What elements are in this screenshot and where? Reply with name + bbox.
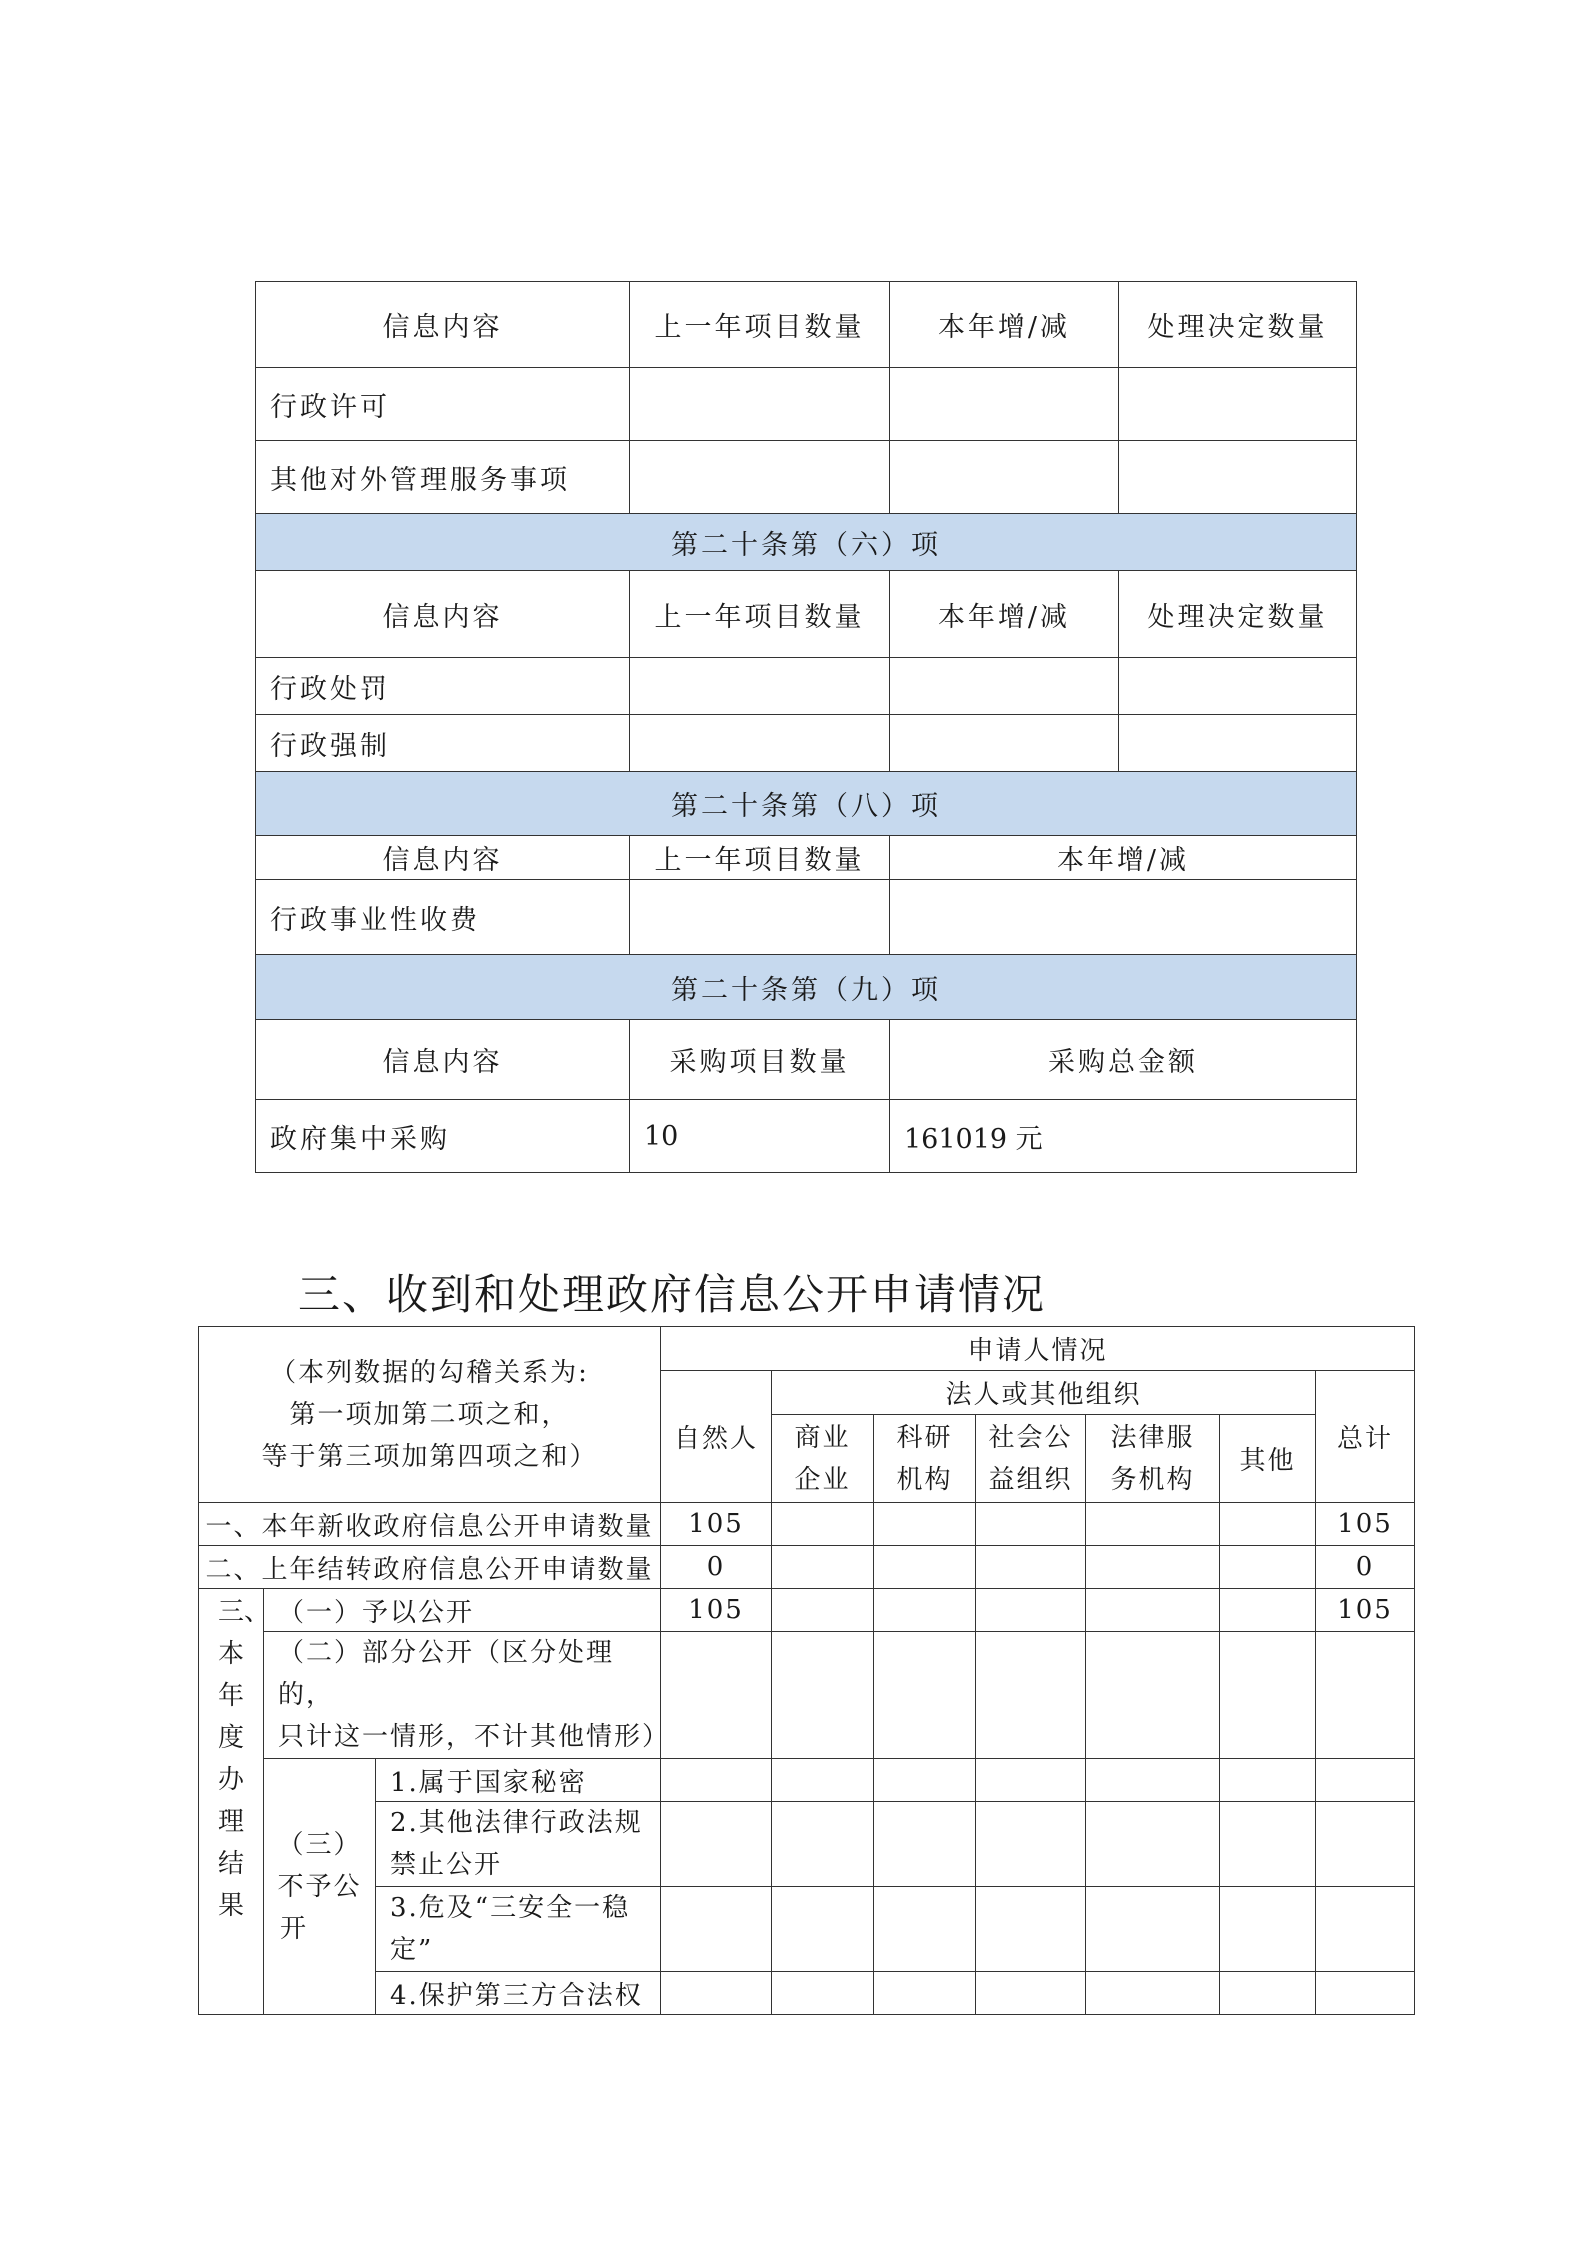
table-cell — [874, 1546, 976, 1589]
info-disclosure-table — [255, 281, 1357, 1173]
total-value: 105 — [1316, 1503, 1415, 1546]
table-row — [199, 1759, 1415, 1802]
item-label: 1.属于国家秘密 — [376, 1759, 661, 1802]
note-line: （本列数据的勾稽关系为: — [270, 1357, 589, 1388]
table-cell — [890, 441, 1119, 514]
table-cell — [976, 1632, 1086, 1759]
applicant-header: 申请人情况 — [661, 1327, 1415, 1371]
table-header-row — [256, 836, 1357, 880]
table-cell — [1086, 1802, 1220, 1887]
table-row — [199, 1546, 1415, 1589]
row-label: 政府集中采购 — [256, 1100, 630, 1173]
procurement-count: 10 — [630, 1100, 890, 1173]
table-row — [199, 1972, 1415, 2015]
row-label-line: 只计这一情形，不计其他情形） — [278, 1722, 671, 1752]
table-cell — [1086, 1503, 1220, 1546]
side-label — [199, 1589, 271, 2015]
table-cell — [874, 1887, 976, 1972]
table-cell — [772, 1972, 874, 2015]
application-table — [198, 1326, 1415, 2015]
header-line: 益组织 — [988, 1464, 1073, 1495]
table-header-row — [256, 571, 1357, 658]
header-cell: 处理决定数量 — [1119, 282, 1357, 368]
table-cell — [874, 1632, 976, 1759]
table-cell — [1086, 1632, 1220, 1759]
side-label-text: 三、本年度办理结果 — [218, 1597, 271, 1921]
table-row — [256, 715, 1357, 772]
table-row — [199, 1589, 1415, 1632]
header-cell: 上一年项目数量 — [630, 836, 890, 880]
table-cell — [874, 1972, 976, 2015]
table-header-row — [256, 282, 1357, 368]
procurement-amount: 161019 元 — [890, 1100, 1357, 1173]
note-line: 第一项加第二项之和， — [289, 1399, 570, 1430]
item-label-line: 3.危及“三安全一稳 — [390, 1893, 631, 1923]
table-cell — [874, 1759, 976, 1802]
note-line: 等于第三项加第四项之和） — [261, 1441, 598, 1472]
header-legal-service — [1086, 1415, 1220, 1503]
table-cell — [772, 1887, 874, 1972]
table-cell — [976, 1503, 1086, 1546]
table-cell — [1220, 1972, 1316, 2015]
table-cell — [1119, 658, 1357, 715]
table-cell — [1220, 1887, 1316, 1972]
item-label: 4.保护第三方合法权 — [376, 1972, 661, 2015]
section-band — [256, 514, 1357, 571]
table-cell — [1316, 1632, 1415, 1759]
section-band-label: 第二十条第（九）项 — [256, 955, 1357, 1020]
label-line: 开 — [280, 1913, 309, 1944]
header-cell: 上一年项目数量 — [630, 282, 890, 368]
table-cell — [976, 1802, 1086, 1887]
table-cell — [661, 1972, 772, 2015]
section-band — [256, 955, 1357, 1020]
item-label — [376, 1887, 661, 1972]
table-cell — [661, 1759, 772, 1802]
natural-value: 0 — [661, 1546, 772, 1589]
table-cell — [874, 1503, 976, 1546]
table-cell — [772, 1802, 874, 1887]
header-cell: 本年增/减 — [890, 571, 1119, 658]
header-cell: 处理决定数量 — [1119, 571, 1357, 658]
row-label: 一、本年新收政府信息公开申请数量 — [199, 1503, 661, 1546]
section-band-label: 第二十条第（八）项 — [256, 772, 1357, 836]
header-cell: 信息内容 — [256, 836, 630, 880]
table-cell — [630, 880, 890, 955]
table-cell — [976, 1589, 1086, 1632]
header-line: 科研 — [896, 1422, 953, 1453]
header-line: 社会公 — [988, 1422, 1073, 1453]
table-cell — [661, 1632, 772, 1759]
table-cell — [890, 715, 1119, 772]
item-label-line: 禁止公开 — [390, 1850, 503, 1880]
table-cell — [890, 368, 1119, 441]
table-cell — [1220, 1503, 1316, 1546]
section-band — [256, 772, 1357, 836]
header-cell: 信息内容 — [256, 571, 630, 658]
header-line: 务机构 — [1110, 1464, 1195, 1495]
header-line: 商业 — [794, 1422, 851, 1453]
table-cell — [976, 1887, 1086, 1972]
section-title: 三、收到和处理政府信息公开申请情况 — [298, 1270, 1047, 1319]
table-cell — [1220, 1589, 1316, 1632]
total-header: 总计 — [1316, 1371, 1415, 1503]
header-cell: 本年增/减 — [890, 282, 1119, 368]
total-value: 105 — [1316, 1589, 1415, 1632]
row-label: 行政强制 — [256, 715, 630, 772]
table-cell — [1220, 1546, 1316, 1589]
natural-value: 105 — [661, 1589, 772, 1632]
table-cell — [976, 1972, 1086, 2015]
table-cell — [874, 1589, 976, 1632]
table-row — [256, 441, 1357, 514]
header-cell: 本年增/减 — [890, 836, 1357, 880]
table-cell — [772, 1632, 874, 1759]
natural-value: 105 — [661, 1503, 772, 1546]
header-cell: 采购总金额 — [890, 1020, 1357, 1100]
table-cell — [1119, 368, 1357, 441]
table-cell — [772, 1503, 874, 1546]
table-cell — [630, 715, 890, 772]
no-disclosure-label — [264, 1759, 376, 2015]
header-cell: 上一年项目数量 — [630, 571, 890, 658]
row-label — [264, 1632, 671, 1759]
table-cell — [772, 1759, 874, 1802]
header-cell: 信息内容 — [256, 1020, 630, 1100]
table-cell — [1220, 1802, 1316, 1887]
table-cell — [890, 880, 1357, 955]
table-row — [256, 658, 1357, 715]
table-row — [256, 880, 1357, 955]
table-row — [199, 1887, 1415, 1972]
header-cell: 采购项目数量 — [630, 1020, 890, 1100]
row-label: 行政处罚 — [256, 658, 630, 715]
table-cell — [1316, 1887, 1415, 1972]
table-cell — [1316, 1802, 1415, 1887]
table-cell — [661, 1887, 772, 1972]
table-cell — [1086, 1759, 1220, 1802]
total-value: 0 — [1316, 1546, 1415, 1589]
row-label: 行政许可 — [256, 368, 630, 441]
table-cell — [1316, 1972, 1415, 2015]
table-cell — [874, 1802, 976, 1887]
table-cell — [890, 658, 1119, 715]
table-header-row — [256, 1020, 1357, 1100]
table-cell — [1220, 1632, 1316, 1759]
table-cell — [661, 1802, 772, 1887]
label-line: （三） — [277, 1829, 362, 1860]
table-header-row — [199, 1327, 1415, 1371]
table-cell — [630, 658, 890, 715]
header-line: 企业 — [794, 1464, 851, 1495]
table-cell — [976, 1759, 1086, 1802]
label-line: 不予公 — [277, 1871, 362, 1902]
table-row — [256, 1100, 1357, 1173]
table-cell — [1086, 1972, 1220, 2015]
header-business — [772, 1415, 874, 1503]
item-label — [376, 1802, 661, 1887]
table-cell — [772, 1589, 874, 1632]
table-cell — [772, 1546, 874, 1589]
row-label-line: （二）部分公开（区分处理的， — [278, 1638, 615, 1710]
table-row — [199, 1802, 1415, 1887]
table-cell — [1316, 1759, 1415, 1802]
table-row — [199, 1503, 1415, 1546]
header-public-welfare — [976, 1415, 1086, 1503]
table-cell — [1086, 1887, 1220, 1972]
table-cell — [1220, 1759, 1316, 1802]
row-label: 二、上年结转政府信息公开申请数量 — [199, 1546, 661, 1589]
table-cell — [1086, 1546, 1220, 1589]
table-row — [256, 368, 1357, 441]
item-label-line: 2.其他法律行政法规 — [390, 1808, 643, 1838]
table-cell — [976, 1546, 1086, 1589]
table-row — [199, 1632, 1415, 1759]
header-cell: 信息内容 — [256, 282, 630, 368]
header-line: 法律服 — [1110, 1422, 1195, 1453]
item-label-line: 定” — [390, 1935, 434, 1965]
table-cell — [1119, 715, 1357, 772]
row-label: 其他对外管理服务事项 — [256, 441, 630, 514]
note-cell — [199, 1327, 661, 1503]
row-label: （一）予以公开 — [264, 1589, 661, 1632]
table-cell — [630, 368, 890, 441]
header-line: 机构 — [896, 1464, 953, 1495]
legal-group-header: 法人或其他组织 — [772, 1371, 1316, 1415]
table-cell — [1086, 1589, 1220, 1632]
row-label: 行政事业性收费 — [256, 880, 630, 955]
natural-person-header: 自然人 — [661, 1371, 772, 1503]
table-cell — [1119, 441, 1357, 514]
table-cell — [630, 441, 890, 514]
header-other: 其他 — [1220, 1415, 1316, 1503]
section-band-label: 第二十条第（六）项 — [256, 514, 1357, 571]
header-research — [874, 1415, 976, 1503]
